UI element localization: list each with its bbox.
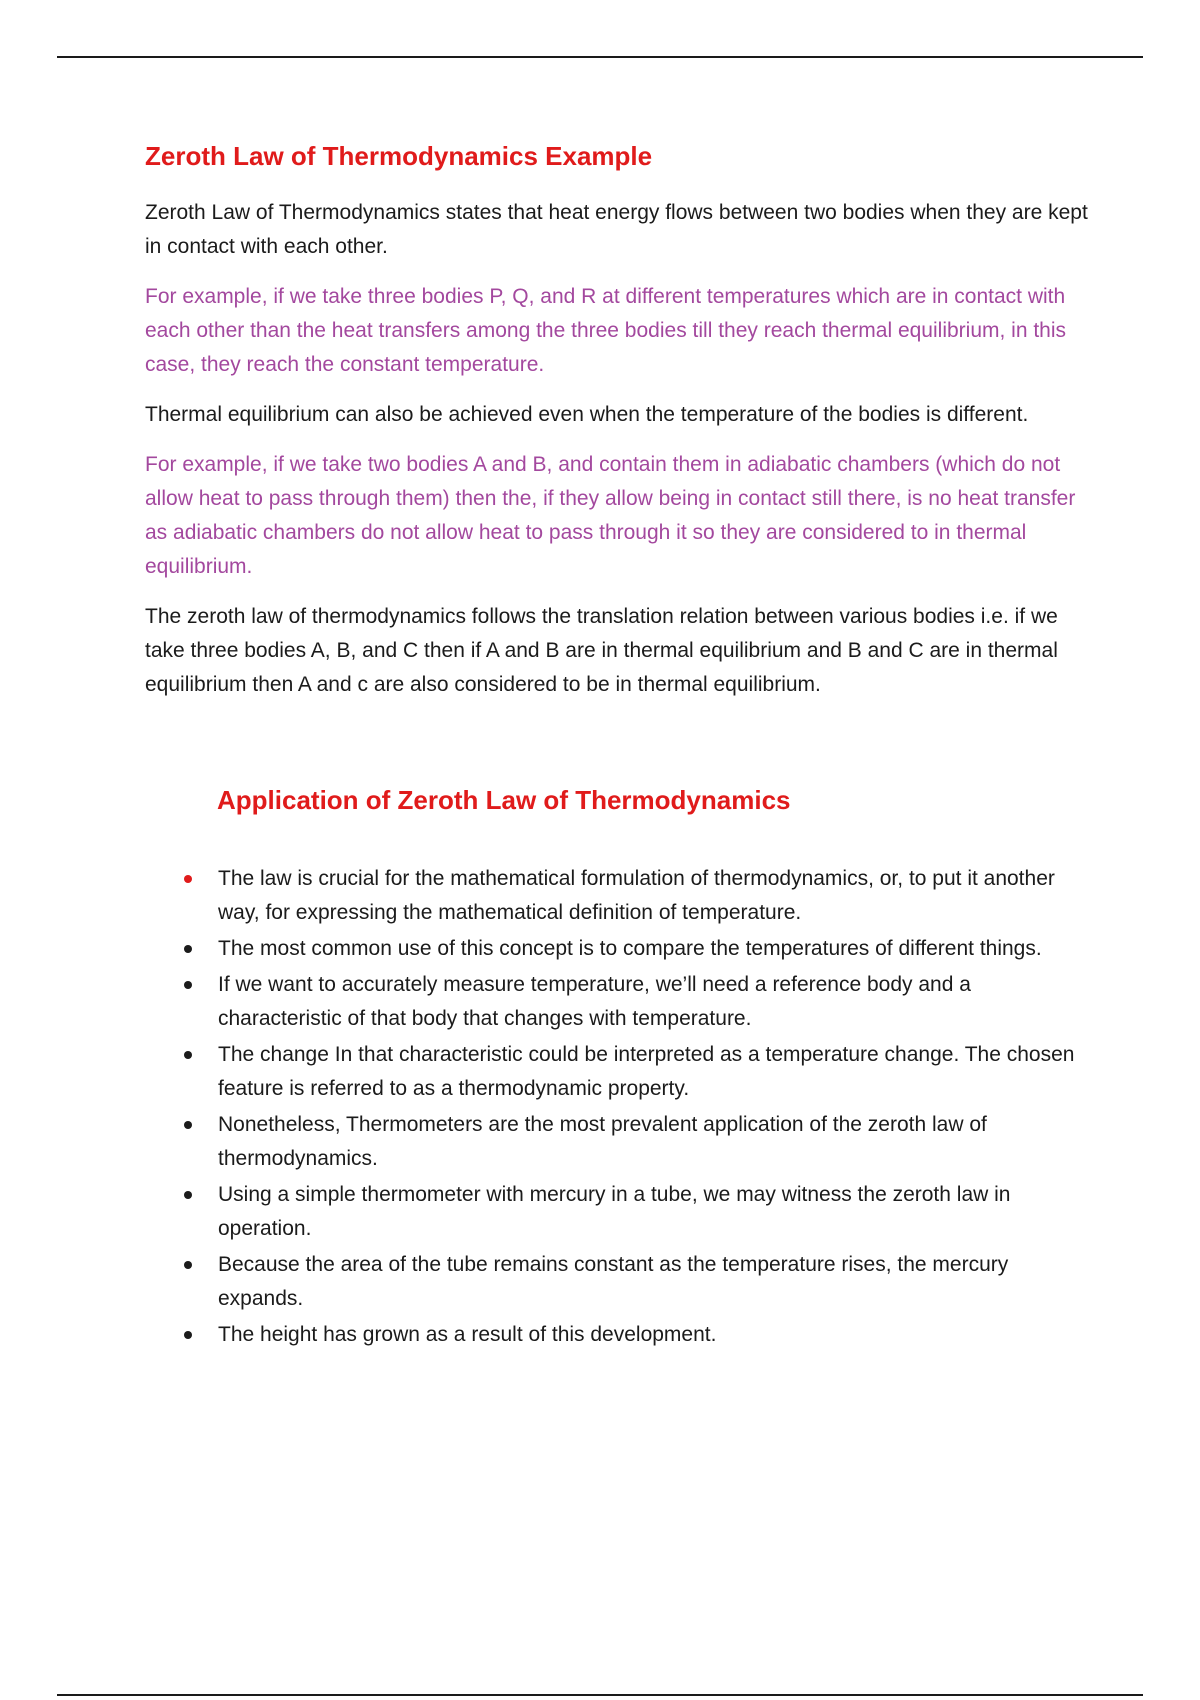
list-item (145, 1178, 1095, 1246)
list-item-text: Nonetheless, Thermometers are the most prevalent application of the zeroth law of thermodynamics. (218, 1112, 987, 1170)
list-item-text: The change In that characteristic could be interpreted as a temperature change. The chosen feature is referred to as a thermodynamic property. (218, 1042, 1075, 1100)
top-divider (57, 56, 1143, 58)
bullet-icon (184, 1191, 192, 1199)
section-title: Zeroth Law of Thermodynamics Example (145, 141, 653, 171)
list-item-text: Because the area of the tube remains constant as the temperature rises, the mercury expands. (218, 1252, 1009, 1310)
list-item (145, 1318, 1095, 1352)
list-item-text: The most common use of this concept is to compare the temperatures of different things. (218, 936, 1042, 960)
list-item (145, 1038, 1095, 1106)
paragraph-example-adiabatic: For example, if we take two bodies A and B, and contain them in adiabatic chambers (which do not allow heat to pass through them) then the, if they allow being in contact still there, is no heat transfer as adiabatic chambers do not allow heat to pass through it so they are considered to in thermal equilibrium. (145, 452, 1076, 578)
paragraph-example-pqr: For example, if we take three bodies P, Q, and R at different temperatures which are in contact with each other than the heat transfers among the three bodies till they reach thermal equilibrium, in this case, they reach the constant temperature. (145, 284, 1067, 376)
bullet-icon (184, 981, 192, 989)
list-item (145, 1248, 1095, 1316)
bullet-icon (184, 1051, 192, 1059)
applications-title: Application of Zeroth Law of Thermodynamics (217, 784, 791, 815)
list-item-text: The height has grown as a result of this development. (218, 1322, 717, 1346)
list-item-text: Using a simple thermometer with mercury in a tube, we may witness the zeroth law in operation. (218, 1182, 1011, 1240)
bottom-divider (57, 1694, 1143, 1696)
document-body (145, 140, 1095, 1354)
bullet-icon (184, 1331, 192, 1339)
bullet-icon (184, 945, 192, 953)
applications-list (145, 862, 1095, 1352)
paragraph-definition: Zeroth Law of Thermodynamics states that heat energy flows between two bodies when they are kept in contact with each other. (145, 200, 1088, 258)
bullet-icon (184, 1261, 192, 1269)
paragraph-equilibrium-note: Thermal equilibrium can also be achieved even when the temperature of the bodies is different. (145, 402, 1029, 426)
list-item (145, 1108, 1095, 1176)
list-item (145, 862, 1095, 930)
list-item (145, 932, 1095, 966)
list-item-text: If we want to accurately measure temperature, we’ll need a reference body and a characteristic of that body that changes with temperature. (218, 972, 971, 1030)
bullet-icon (184, 875, 192, 883)
list-item (145, 968, 1095, 1036)
bullet-icon (184, 1121, 192, 1129)
list-item-text: The law is crucial for the mathematical formulation of thermodynamics, or, to put it another way, for expressing the mathematical definition of temperature. (218, 866, 1055, 924)
paragraph-transitive-relation: The zeroth law of thermodynamics follows the translation relation between various bodies i.e. if we take three bodies A, B, and C then if A and B are in thermal equilibrium and B and C are in thermal equilibrium then A and c are also considered to be in thermal equilibrium. (145, 604, 1058, 696)
